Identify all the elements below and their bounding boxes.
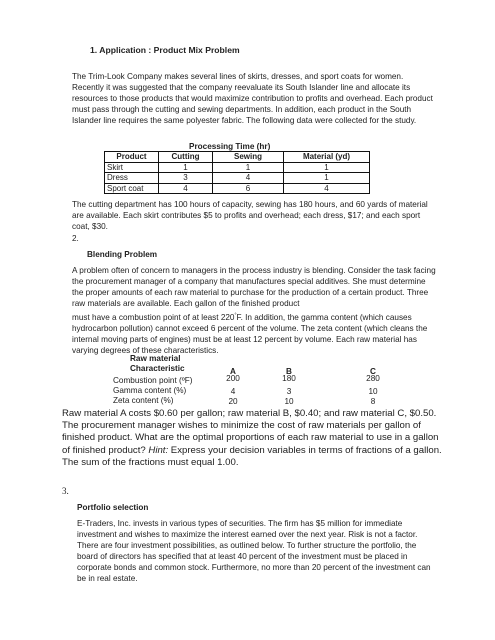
table-cell: 1 <box>213 162 284 173</box>
row-label-gamma: Gamma content (%) <box>113 386 187 395</box>
table-cell: 3 <box>159 173 213 184</box>
table-header-material: Material (yd) <box>284 152 370 163</box>
table-cell: Dress <box>105 173 159 184</box>
section2-number: 2. <box>72 234 79 243</box>
table-cell: 10 <box>284 397 294 406</box>
section2-para-c2: Express your decision variables in terms of fractions of a gallon. The sum of the fractions must equal 1.00. <box>62 444 442 468</box>
table-cell: 4 <box>230 387 236 396</box>
product-table-header-row <box>105 152 370 163</box>
table-cell: 180 <box>282 374 296 383</box>
section2-paragraph <box>72 265 437 356</box>
section3-number: 3. <box>62 486 69 496</box>
table-cell: 1 <box>284 162 370 173</box>
table-row <box>105 183 370 194</box>
hint-label: Hint: <box>148 444 169 456</box>
table-cell: Sport coat <box>105 183 159 194</box>
table-header-product: Product <box>105 152 159 163</box>
section2-paragraph2 <box>62 408 442 469</box>
raw-material-header: Raw material <box>130 354 181 363</box>
section3-paragraph: E-Traders, Inc. invests in various types of securities. The firm has $5 million for immediate investment and wishes to maximize the interest earned over the next year. Risk is not a factor. There are four investment possibilities, as outlined below. To further structure the portfolio, the board of directors has specified that at least 40 percent of the investment must be placed in corporate bonds and common stock. Furthermore, no more than 20 percent of the investment can be in real estate. <box>77 519 431 583</box>
table-header-sewing: Sewing <box>213 152 284 163</box>
table-cell: 4 <box>159 183 213 194</box>
section2-para-b2: F. In addition, the gamma content (which causes hydrocarbon pollution) cannot exceed 6 percent of the volume. The zeta content (which cleans the internal moving parts of engines) must be at least 12 percent by volume. Each raw material has varying degrees of these characteristics. <box>72 313 428 355</box>
section1-paragraph: The Trim-Look Company makes several lines of skirts, dresses, and sport coats for women. Recently it was suggested that the company reevaluate its South Islander line and allocate its resources to those products that would maximize contribution to profits and overhead. Each product must pass through the cutting and sewing departments. In addition, each product in the South Islander line requires the same polyester fabric. The following data were collected for the study. <box>72 72 433 125</box>
table-cell: 1 <box>159 162 213 173</box>
section2-para-b1: must have a combustion point of at least 220 <box>72 313 235 322</box>
table-cell: 3 <box>286 387 292 396</box>
table-cell: 20 <box>228 397 238 406</box>
product-table <box>104 151 370 194</box>
section2-para-a: A problem often of concern to managers in the process industry is blending. Consider the task facing the procurement manager of a company that manufactures special additives. She must determine the proper amounts of each raw material to purchase for the production of a certain product. Three raw materials are available. Each gallon of the finished product <box>72 266 436 308</box>
degree-symbol: ° <box>234 312 237 319</box>
table-cell: 6 <box>213 183 284 194</box>
col-header-b: B <box>286 367 292 376</box>
section3-heading: Portfolio selection <box>77 503 149 512</box>
section2-heading: Blending Problem <box>87 250 158 259</box>
col-header-c: C <box>370 367 376 376</box>
table-cell: 4 <box>284 183 370 194</box>
section1-paragraph2: The cutting department has 100 hours of capacity, sewing has 180 hours, and 60 yards of material are available. Each skirt contributes $5 to profits and overhead; each dress, $17; and each sport coat, $30. <box>72 200 428 231</box>
section2-para-c1: Raw material A costs $0.60 per gallon; raw material B, $0.40; and raw material C, $0.50. The procurement manager wishes to minimize the cost of raw materials per gallon of finished product. What are the optimal proportions of each raw material to use in a gallon of finished product? <box>62 408 439 456</box>
processing-time-header: Processing Time (hr) <box>189 142 271 151</box>
table-row <box>105 162 370 173</box>
table-cell: 10 <box>368 387 378 396</box>
table-cell: 4 <box>213 173 284 184</box>
table-header-cutting: Cutting <box>159 152 213 163</box>
table-cell: 200 <box>226 374 240 383</box>
table-cell: Skirt <box>105 162 159 173</box>
table-cell: 280 <box>366 374 380 383</box>
col-header-a: A <box>230 367 236 376</box>
table-row <box>105 173 370 184</box>
table-cell: 1 <box>284 173 370 184</box>
table-cell: 8 <box>370 397 376 406</box>
characteristic-header: Characteristic <box>130 364 185 373</box>
section1-heading: 1. Application : Product Mix Problem <box>90 45 240 55</box>
row-label-combustion: Combustion point (ºF) <box>113 376 193 385</box>
row-label-zeta: Zeta content (%) <box>113 396 174 405</box>
